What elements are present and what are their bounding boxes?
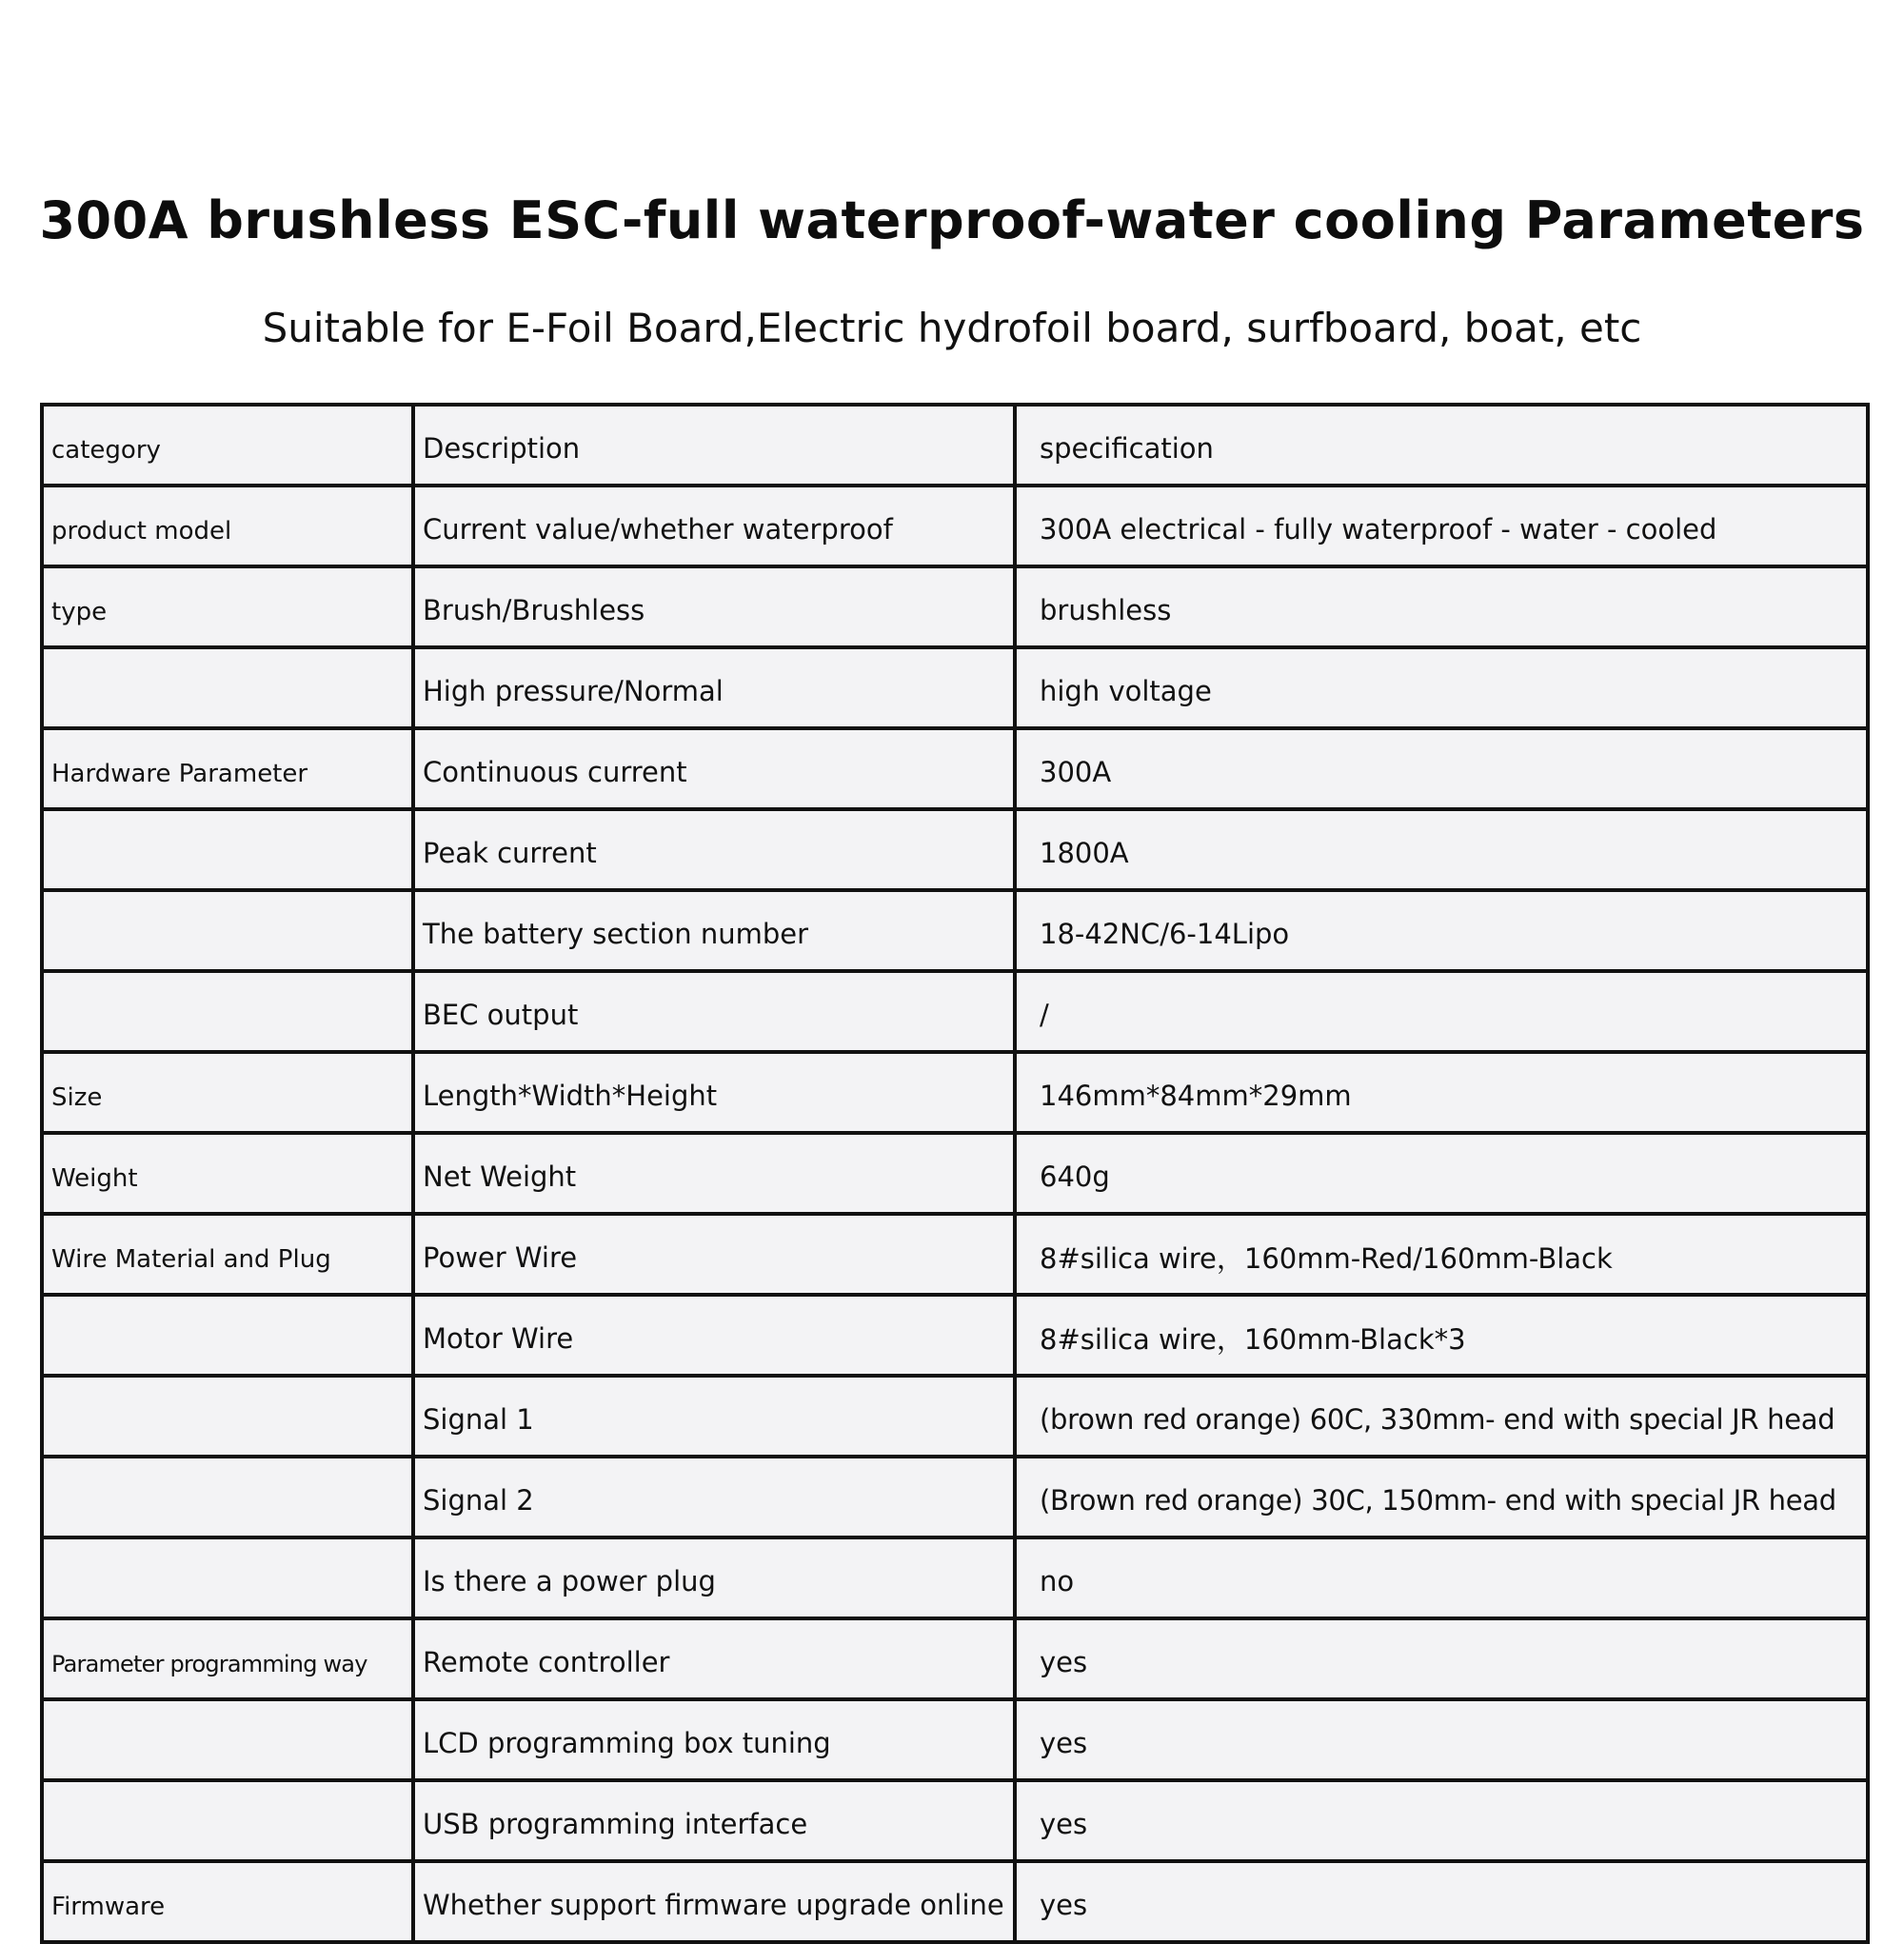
description-cell: USB programming interface (413, 1780, 1015, 1861)
specification-cell: 1800A (1015, 809, 1868, 890)
table-row (42, 1214, 1868, 1295)
specification-cell: 8#silica wire，160mm-Black*3 (1015, 1295, 1868, 1376)
category-cell (42, 1457, 413, 1537)
description-cell: Signal 2 (413, 1457, 1015, 1537)
table-header-row (42, 405, 1868, 486)
specification-cell: yes (1015, 1861, 1868, 1942)
table-row (42, 486, 1868, 566)
specification-cell: yes (1015, 1780, 1868, 1861)
category-cell (42, 890, 413, 971)
category-cell (42, 1780, 413, 1861)
table-row (42, 1537, 1868, 1618)
specification-cell: / (1015, 971, 1868, 1052)
table-row (42, 1780, 1868, 1861)
description-cell: Motor Wire (413, 1295, 1015, 1376)
description-cell: Length*Width*Height (413, 1052, 1015, 1133)
table-row (42, 1052, 1868, 1133)
category-cell: Parameter programming way (42, 1618, 413, 1699)
table-row (42, 1618, 1868, 1699)
specification-cell: (Brown red orange) 30C, 150mm- end with special JR head (1015, 1457, 1868, 1537)
table-row (42, 566, 1868, 647)
table-row (42, 1861, 1868, 1942)
table-row (42, 1457, 1868, 1537)
description-cell: The battery section number (413, 890, 1015, 971)
table-row (42, 1699, 1868, 1780)
category-cell (42, 1376, 413, 1457)
category-cell: type (42, 566, 413, 647)
table-row (42, 1376, 1868, 1457)
specification-cell: brushless (1015, 566, 1868, 647)
category-cell (42, 971, 413, 1052)
description-cell: Is there a power plug (413, 1537, 1015, 1618)
specification-cell: no (1015, 1537, 1868, 1618)
table-row (42, 647, 1868, 728)
specification-cell: high voltage (1015, 647, 1868, 728)
table-row (42, 971, 1868, 1052)
description-cell: Current value/whether waterproof (413, 486, 1015, 566)
table-row (42, 1295, 1868, 1376)
specification-cell: 18-42NC/6-14Lipo (1015, 890, 1868, 971)
parameters-table (40, 403, 1870, 1944)
table-row (42, 890, 1868, 971)
specification-cell: 8#silica wire，160mm-Red/160mm-Black (1015, 1214, 1868, 1295)
description-cell: Peak current (413, 809, 1015, 890)
column-header-description: Description (413, 405, 1015, 486)
specification-cell: 300A electrical - fully waterproof - water - cooled (1015, 486, 1868, 566)
category-cell: Weight (42, 1133, 413, 1214)
description-cell: Power Wire (413, 1214, 1015, 1295)
description-cell: Remote controller (413, 1618, 1015, 1699)
description-cell: LCD programming box tuning (413, 1699, 1015, 1780)
category-cell (42, 1537, 413, 1618)
column-header-category: category (42, 405, 413, 486)
description-cell: High pressure/Normal (413, 647, 1015, 728)
description-cell: Whether support firmware upgrade online (413, 1861, 1015, 1942)
description-cell: Net Weight (413, 1133, 1015, 1214)
category-cell: Size (42, 1052, 413, 1133)
specification-cell: yes (1015, 1618, 1868, 1699)
category-cell: product model (42, 486, 413, 566)
category-cell (42, 647, 413, 728)
category-cell (42, 1295, 413, 1376)
table-row (42, 1133, 1868, 1214)
category-cell: Firmware (42, 1861, 413, 1942)
description-cell: Continuous current (413, 728, 1015, 809)
specification-cell: 146mm*84mm*29mm (1015, 1052, 1868, 1133)
description-cell: BEC output (413, 971, 1015, 1052)
description-cell: Brush/Brushless (413, 566, 1015, 647)
category-cell: Wire Material and Plug (42, 1214, 413, 1295)
page-subtitle: Suitable for E-Foil Board,Electric hydrofoil board, surfboard, boat, etc (262, 305, 1642, 351)
category-cell: Hardware Parameter (42, 728, 413, 809)
table-row (42, 728, 1868, 809)
specification-cell: 300A (1015, 728, 1868, 809)
category-cell (42, 809, 413, 890)
table-row (42, 809, 1868, 890)
description-cell: Signal 1 (413, 1376, 1015, 1457)
category-cell (42, 1699, 413, 1780)
specification-cell: yes (1015, 1699, 1868, 1780)
column-header-specification: specification (1015, 405, 1868, 486)
page-title: 300A brushless ESC-full waterproof-water cooling Parameters (39, 190, 1865, 250)
specification-cell: (brown red orange) 60C, 330mm- end with special JR head (1015, 1376, 1868, 1457)
specification-cell: 640g (1015, 1133, 1868, 1214)
